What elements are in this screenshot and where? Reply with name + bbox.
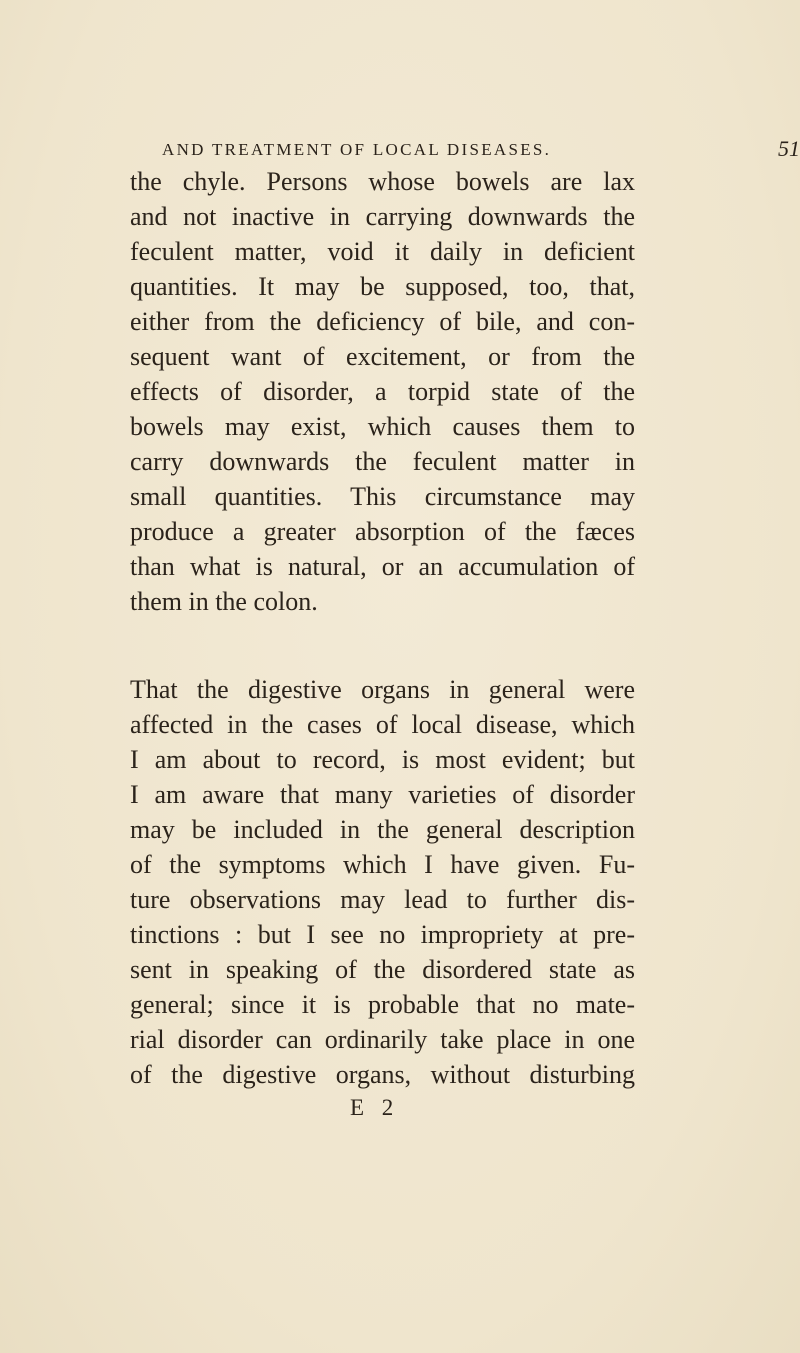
paragraph-1 xyxy=(130,164,635,619)
text-line: may be included in the general description xyxy=(130,815,635,844)
text-line: bowels may exist, which causes them to xyxy=(130,412,635,441)
text-line: quantities. It may be supposed, too, that, xyxy=(130,272,635,301)
text-line: sequent want of excitement, or from the xyxy=(130,342,635,371)
text-line: I am aware that many varieties of disorder xyxy=(130,780,635,809)
text-line: either from the deficiency of bile, and con- xyxy=(130,307,635,336)
text-line: I am about to record, is most evident; but xyxy=(130,745,635,774)
text-line: the chyle. Persons whose bowels are lax xyxy=(130,167,635,196)
text-line: rial disorder can ordinarily take place in one xyxy=(130,1025,635,1054)
text-line: of the digestive organs, without disturbing xyxy=(130,1060,635,1089)
running-header xyxy=(162,136,800,166)
text-line: produce a greater absorption of the fæces xyxy=(130,517,635,546)
text-line: affected in the cases of local disease, which xyxy=(130,710,635,739)
text-line: effects of disorder, a torpid state of the xyxy=(130,377,635,406)
text-line: and not inactive in carrying downwards the xyxy=(130,202,635,231)
text-line: That the digestive organs in general were xyxy=(130,675,635,704)
running-title: AND TREATMENT OF LOCAL DISEASES. xyxy=(162,140,552,159)
signature-mark: E 2 xyxy=(350,1095,400,1120)
text-line: tinctions : but I see no impropriety at pre- xyxy=(130,920,635,949)
text-line: small quantities. This circumstance may xyxy=(130,482,635,511)
body-text xyxy=(130,164,635,1092)
paragraph-2 xyxy=(130,672,635,1092)
text-line: ture observations may lead to further dis- xyxy=(130,885,635,914)
text-line: general; since it is probable that no mate- xyxy=(130,990,635,1019)
text-line: than what is natural, or an accumulation of xyxy=(130,552,635,581)
text-line: of the symptoms which I have given. Fu- xyxy=(130,850,635,879)
paragraph-gap xyxy=(130,619,635,672)
text-line: carry downwards the feculent matter in xyxy=(130,447,635,476)
text-line: them in the colon. xyxy=(130,587,318,616)
text-line: sent in speaking of the disordered state as xyxy=(130,955,635,984)
page-number: 51 xyxy=(778,136,800,161)
text-line: feculent matter, void it daily in deficient xyxy=(130,237,635,266)
